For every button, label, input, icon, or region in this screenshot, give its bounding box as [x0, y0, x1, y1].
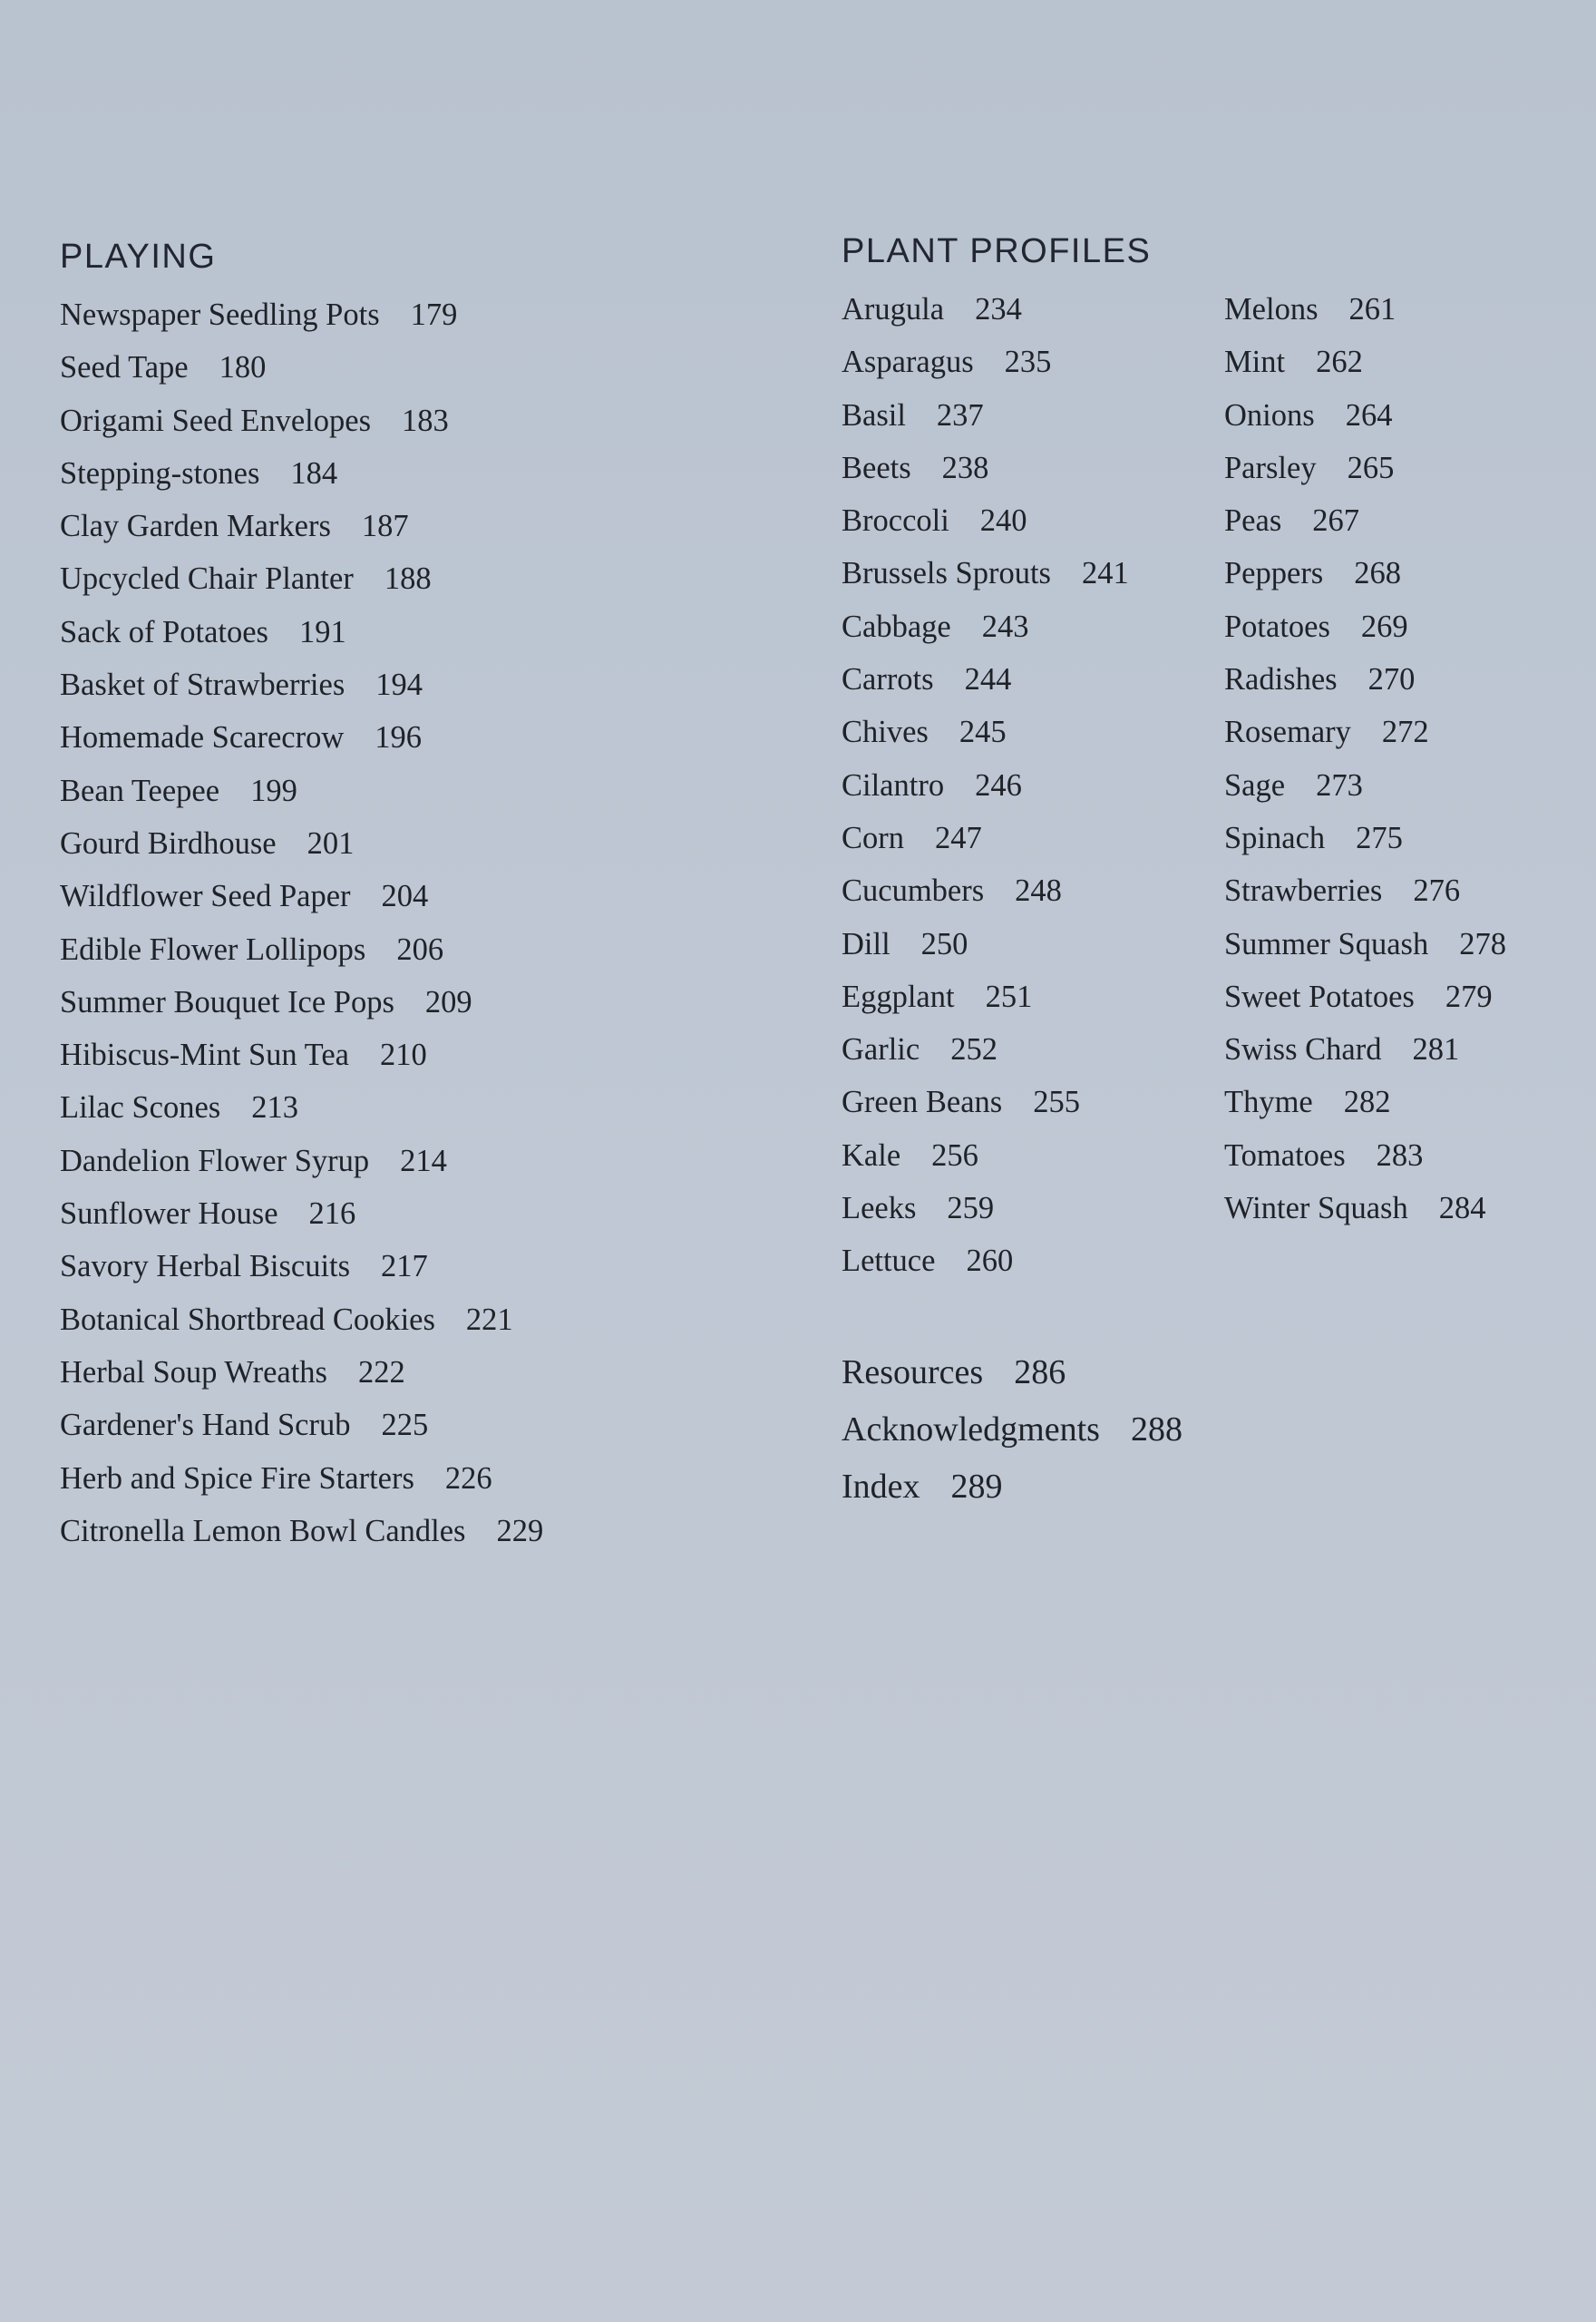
entry-page-number: 265	[1347, 450, 1395, 485]
entry-page-number: 284	[1438, 1191, 1486, 1226]
entry-title: Basket of Strawberries	[60, 668, 345, 703]
entry-page-number: 191	[298, 614, 346, 649]
entry-page-number: 267	[1312, 503, 1359, 539]
toc-entry	[842, 812, 1222, 864]
toc-entry	[842, 1401, 1222, 1459]
entry-page-number: 252	[950, 1032, 998, 1068]
entry-page-number: 235	[1004, 345, 1052, 380]
toc-entry	[60, 923, 785, 976]
plant-profiles-list-2	[1224, 283, 1587, 1234]
entry-title: Peppers	[1224, 556, 1324, 591]
toc-entry	[1224, 547, 1587, 600]
entry-title: Summer Squash	[1224, 926, 1429, 961]
entry-page-number: 188	[384, 561, 432, 597]
entry-page-number: 183	[402, 403, 449, 438]
entry-page-number: 238	[941, 450, 989, 485]
entry-title: Sunflower House	[60, 1196, 278, 1232]
entry-title: Garlic	[842, 1032, 920, 1068]
entry-page-number: 216	[308, 1196, 356, 1232]
entry-page-number: 241	[1082, 556, 1129, 591]
entry-title: Wildflower Seed Paper	[60, 879, 351, 914]
entry-title: Sweet Potatoes	[1224, 979, 1415, 1014]
entry-page-number: 256	[931, 1137, 978, 1173]
toc-entry	[1224, 653, 1587, 706]
entry-page-number: 250	[920, 926, 968, 961]
entry-title: Kale	[842, 1137, 901, 1173]
toc-entry	[842, 864, 1222, 917]
toc-entry	[60, 1399, 785, 1451]
entry-title: Parsley	[1224, 450, 1317, 485]
entry-page-number: 243	[981, 609, 1029, 644]
toc-entry	[842, 653, 1222, 706]
toc-entry	[60, 870, 785, 922]
entry-title: Dill	[842, 926, 890, 961]
toc-entry	[60, 976, 785, 1029]
toc-entry	[842, 1182, 1222, 1234]
entry-page-number: 282	[1343, 1085, 1391, 1120]
toc-entry	[842, 389, 1222, 442]
entry-page-number: 244	[964, 662, 1012, 698]
entry-page-number: 204	[381, 879, 429, 914]
entry-title: Sack of Potatoes	[60, 614, 268, 649]
entry-page-number: 199	[250, 773, 297, 808]
playing-list	[60, 288, 785, 1557]
toc-entry	[842, 547, 1222, 600]
entry-page-number: 247	[935, 820, 982, 855]
toc-entry	[60, 1293, 785, 1346]
entry-page-number: 269	[1360, 609, 1408, 644]
entry-page-number: 246	[975, 767, 1022, 803]
toc-entry	[60, 1135, 785, 1187]
entry-title: Arugula	[842, 292, 945, 327]
entry-title: Dandelion Flower Syrup	[60, 1143, 370, 1178]
entry-page-number: 289	[950, 1467, 1003, 1506]
toc-entry	[842, 442, 1222, 494]
entry-title: Rosemary	[1224, 715, 1351, 750]
playing-section	[60, 234, 785, 1557]
playing-heading: PLAYING	[60, 238, 217, 276]
entry-title: Cabbage	[842, 609, 951, 644]
entry-title: Acknowledgments	[842, 1410, 1100, 1449]
entry-title: Citronella Lemon Bowl Candles	[60, 1513, 466, 1548]
entry-title: Stepping-stones	[60, 455, 260, 491]
entry-page-number: 209	[424, 984, 472, 1020]
toc-entry	[1224, 442, 1587, 494]
toc-entry	[60, 1452, 785, 1505]
toc-entry	[1224, 759, 1587, 812]
entry-title: Herb and Spice Fire Starters	[60, 1460, 414, 1496]
toc-entry	[60, 1081, 785, 1134]
toc-entry	[60, 341, 785, 394]
entry-page-number: 264	[1345, 397, 1393, 433]
entry-title: Basil	[842, 397, 906, 433]
toc-entry	[60, 659, 785, 711]
entry-title: Botanical Shortbread Cookies	[60, 1302, 435, 1337]
entry-page-number: 283	[1376, 1137, 1424, 1173]
entry-title: Tomatoes	[1224, 1137, 1346, 1173]
toc-entry	[60, 606, 785, 659]
entry-title: Bean Teepee	[60, 773, 220, 808]
entry-page-number: 260	[966, 1244, 1014, 1279]
toc-entry	[842, 1344, 1222, 1401]
entry-page-number: 196	[375, 720, 422, 756]
entry-title: Swiss Chard	[1224, 1032, 1382, 1068]
toc-entry	[1224, 494, 1587, 547]
toc-entry	[60, 817, 785, 870]
entry-title: Homemade Scarecrow	[60, 720, 345, 756]
toc-entry	[1224, 971, 1587, 1023]
toc-entry	[842, 1459, 1222, 1516]
toc-entry	[60, 552, 785, 605]
entry-title: Asparagus	[842, 345, 974, 380]
entry-title: Thyme	[1224, 1085, 1313, 1120]
entry-title: Lettuce	[842, 1244, 936, 1279]
toc-entry	[842, 1234, 1222, 1287]
entry-title: Gourd Birdhouse	[60, 825, 277, 861]
toc-entry	[60, 765, 785, 817]
toc-entry	[842, 336, 1222, 388]
entry-page-number: 229	[496, 1513, 544, 1548]
entry-title: Hibiscus-Mint Sun Tea	[60, 1038, 349, 1073]
back-matter-list	[842, 1344, 1222, 1516]
entry-title: Onions	[1224, 397, 1315, 433]
entry-page-number: 262	[1316, 345, 1363, 380]
entry-title: Eggplant	[842, 979, 955, 1014]
entry-page-number: 214	[400, 1143, 447, 1178]
toc-entry	[842, 1129, 1222, 1182]
entry-title: Gardener's Hand Scrub	[60, 1408, 351, 1443]
toc-entry	[60, 1240, 785, 1293]
toc-entry	[842, 1076, 1222, 1128]
toc-entry	[1224, 864, 1587, 917]
toc-entry	[1224, 389, 1587, 442]
toc-entry	[842, 918, 1222, 971]
entry-page-number: 281	[1412, 1032, 1460, 1068]
entry-title: Lilac Scones	[60, 1090, 221, 1126]
entry-page-number: 288	[1130, 1410, 1182, 1449]
toc-entry	[842, 706, 1222, 758]
entry-title: Index	[842, 1467, 920, 1506]
toc-entry	[842, 971, 1222, 1023]
entry-title: Seed Tape	[60, 350, 189, 385]
entry-page-number: 217	[381, 1249, 428, 1284]
toc-entry	[842, 494, 1222, 547]
toc-entry	[60, 288, 785, 341]
entry-page-number: 272	[1381, 715, 1429, 750]
plant-profiles-heading: PLANT PROFILES	[842, 232, 1152, 270]
toc-entry	[842, 1023, 1222, 1076]
toc-entry	[60, 1029, 785, 1081]
entry-title: Cucumbers	[842, 873, 985, 909]
entry-title: Summer Bouquet Ice Pops	[60, 984, 394, 1020]
entry-page-number: 240	[979, 503, 1027, 539]
toc-entry	[1224, 706, 1587, 758]
entry-title: Edible Flower Lollipops	[60, 932, 366, 967]
entry-title: Carrots	[842, 662, 934, 698]
entry-title: Green Beans	[842, 1085, 1003, 1120]
entry-title: Spinach	[1224, 820, 1326, 855]
entry-title: Potatoes	[1224, 609, 1330, 644]
entry-page-number: 276	[1413, 873, 1461, 909]
entry-page-number: 259	[947, 1191, 995, 1226]
plant-profiles-list-1	[842, 283, 1222, 1288]
entry-title: Cilantro	[842, 767, 945, 803]
entry-title: Leeks	[842, 1191, 917, 1226]
entry-title: Sage	[1224, 767, 1286, 803]
toc-entry	[1224, 336, 1587, 388]
entry-title: Origami Seed Envelopes	[60, 403, 371, 438]
entry-page-number: 237	[936, 397, 984, 433]
entry-page-number: 184	[290, 455, 338, 491]
entry-title: Strawberries	[1224, 873, 1383, 909]
entry-title: Newspaper Seedling Pots	[60, 298, 380, 332]
toc-entry	[60, 447, 785, 500]
entry-page-number: 251	[985, 979, 1033, 1014]
entry-title: Herbal Soup Wreaths	[60, 1354, 327, 1390]
entry-page-number: 213	[251, 1090, 298, 1126]
entry-title: Mint	[1224, 345, 1286, 380]
toc-entry	[1224, 1182, 1587, 1234]
entry-page-number: 278	[1459, 926, 1506, 961]
entry-title: Brussels Sprouts	[842, 556, 1051, 591]
entry-page-number: 275	[1356, 820, 1403, 855]
plant-profiles-column-2	[1224, 283, 1587, 1234]
entry-page-number: 234	[975, 292, 1022, 327]
entry-page-number: 268	[1354, 556, 1401, 591]
entry-page-number: 248	[1015, 873, 1062, 909]
entry-title: Clay Garden Markers	[60, 509, 331, 544]
entry-page-number: 194	[375, 668, 423, 703]
toc-entry	[1224, 1023, 1587, 1076]
toc-entry	[842, 600, 1222, 653]
entry-title: Upcycled Chair Planter	[60, 561, 354, 597]
toc-entry	[60, 1187, 785, 1240]
toc-entry	[1224, 283, 1587, 336]
entry-page-number: 206	[396, 932, 444, 967]
entry-page-number: 225	[381, 1408, 429, 1443]
entry-title: Peas	[1224, 503, 1282, 539]
entry-page-number: 273	[1316, 767, 1363, 803]
plant-profiles-section	[842, 229, 1222, 1516]
entry-title: Melons	[1224, 292, 1319, 327]
entry-title: Resources	[842, 1352, 984, 1391]
toc-entry	[1224, 1076, 1587, 1128]
entry-page-number: 245	[959, 715, 1007, 750]
entry-page-number: 270	[1367, 662, 1416, 698]
entry-title: Winter Squash	[1224, 1191, 1408, 1226]
toc-entry	[842, 283, 1222, 336]
entry-title: Broccoli	[842, 503, 949, 539]
toc-entry	[1224, 1129, 1587, 1182]
entry-page-number: 255	[1033, 1085, 1080, 1120]
entry-title: Beets	[842, 450, 911, 485]
entry-title: Corn	[842, 820, 904, 855]
entry-page-number: 222	[358, 1354, 405, 1390]
entry-page-number: 179	[410, 298, 458, 332]
entry-title: Chives	[842, 715, 929, 750]
toc-entry	[1224, 600, 1587, 653]
toc-entry	[60, 395, 785, 447]
toc-entry	[842, 759, 1222, 812]
entry-page-number: 286	[1014, 1352, 1066, 1391]
entry-page-number: 201	[307, 825, 355, 861]
toc-entry	[60, 1505, 785, 1557]
entry-page-number: 210	[379, 1038, 427, 1073]
toc-entry	[1224, 918, 1587, 971]
toc-entry	[60, 1346, 785, 1399]
entry-page-number: 279	[1445, 979, 1493, 1014]
toc-entry	[1224, 812, 1587, 864]
entry-page-number: 180	[219, 350, 267, 385]
toc-entry	[60, 500, 785, 552]
entry-title: Savory Herbal Biscuits	[60, 1249, 351, 1284]
entry-page-number: 221	[465, 1302, 513, 1337]
toc-entry	[60, 711, 785, 764]
entry-page-number: 226	[444, 1460, 492, 1496]
entry-page-number: 187	[361, 509, 409, 544]
entry-title: Radishes	[1224, 662, 1338, 698]
entry-page-number: 261	[1348, 292, 1396, 327]
